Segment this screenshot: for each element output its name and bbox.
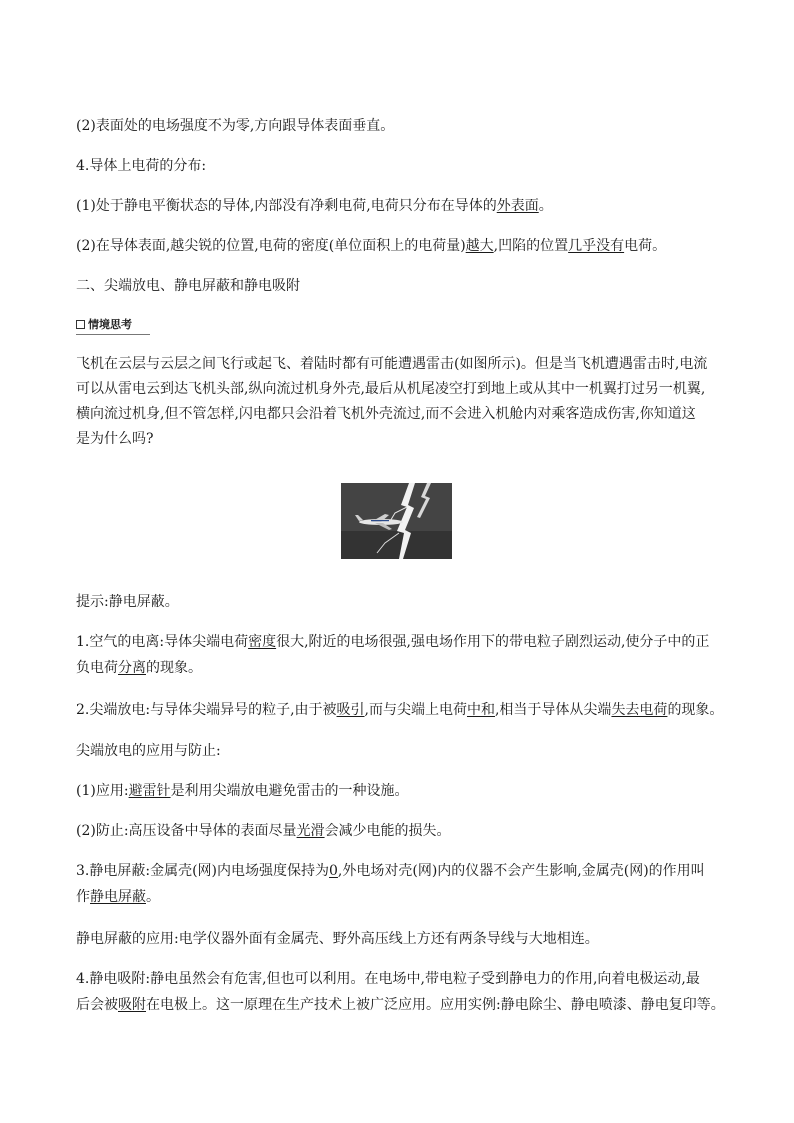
answer-blank: 外表面	[496, 198, 539, 214]
answer-blank: 避雷针	[128, 783, 171, 799]
answer-blank: 吸引	[336, 702, 365, 718]
answer-blank: 几乎没有	[568, 238, 625, 254]
tag-underline	[76, 334, 150, 335]
answer-blank: 越大	[465, 238, 494, 254]
answer-blank: 静电屏蔽	[90, 889, 146, 905]
answer-blank: 光滑	[296, 823, 325, 839]
text-line: (1)处于静电平衡状态的导体,内部没有净剩电荷,电荷只分布在导体的外表面。	[76, 198, 553, 214]
text-line: (1)应用:避雷针是利用尖端放电避免雷击的一种设施。	[76, 783, 409, 799]
text-paragraph: 3.静电屏蔽:金属壳(网)内电场强度保持为0,外电场对壳(网)内的仪器不会产生影响,金属壳(网)的作用叫 作静电屏蔽。	[76, 863, 705, 905]
square-marker-icon	[76, 320, 85, 329]
situation-thinking-tag: 情境思考	[76, 316, 132, 332]
section-heading: 4.导体上电荷的分布:	[76, 158, 207, 174]
text-line: 尖端放电的应用与防止:	[76, 743, 221, 759]
text-line: 2.尖端放电:与导体尖端异号的粒子,由于被吸引,而与尖端上电荷中和,相当于导体从尖端失去电荷的现象。	[76, 702, 724, 718]
answer-blank: 0	[329, 863, 338, 879]
question-paragraph: 飞机在云层与云层之间飞行或起飞、着陆时都有可能遭遇雷击(如图所示)。但是当飞机遭遇雷击时,电流 可以从雷电云到达飞机头部,纵向流过机身外壳,最后从机尾凌空打到地上或从其中一机翼打过另一机翼, 横向流过机身,但不管怎样,闪电都只会沿着飞机外壳流过,而不会进入机舱内对乘客造成伤害,你知道这 是为什么吗?	[76, 356, 708, 447]
answer-blank: 失去电荷	[611, 702, 668, 718]
text-line: (2)表面处的电场强度不为零,方向跟导体表面垂直。	[76, 118, 395, 134]
text-paragraph: 4.静电吸附:静电虽然会有危害,但也可以利用。在电场中,带电粒子受到静电力的作用,向着电极运动,最 后会被吸附在电极上。这一原理在生产技术上被广泛应用。应用实例:静电除尘、静电喷漆、静电复印等。	[76, 971, 725, 1013]
answer-blank: 吸附	[118, 997, 146, 1013]
answer-blank: 密度	[248, 634, 277, 650]
text-paragraph: 1.空气的电离:导体尖端电荷密度很大,附近的电场很强,强电场作用下的带电粒子剧烈运动,使分子中的正 负电荷分离的现象。	[76, 634, 710, 676]
airplane-lightning-photo	[341, 483, 452, 559]
text-line: (2)在导体表面,越尖锐的位置,电荷的密度(单位面积上的电荷量)越大,凹陷的位置几乎没有电荷。	[76, 238, 667, 254]
text-line: (2)防止:高压设备中导体的表面尽量光滑会减少电能的损失。	[76, 823, 451, 839]
answer-blank: 中和	[466, 702, 495, 718]
section-title: 二、尖端放电、静电屏蔽和静电吸附	[76, 278, 300, 294]
hint-text: 提示:静电屏蔽。	[76, 594, 179, 610]
answer-blank: 分离	[118, 660, 146, 676]
text-line: 静电屏蔽的应用:电学仪器外面有金属壳、野外高压线上方还有两条导线与大地相连。	[76, 931, 599, 947]
